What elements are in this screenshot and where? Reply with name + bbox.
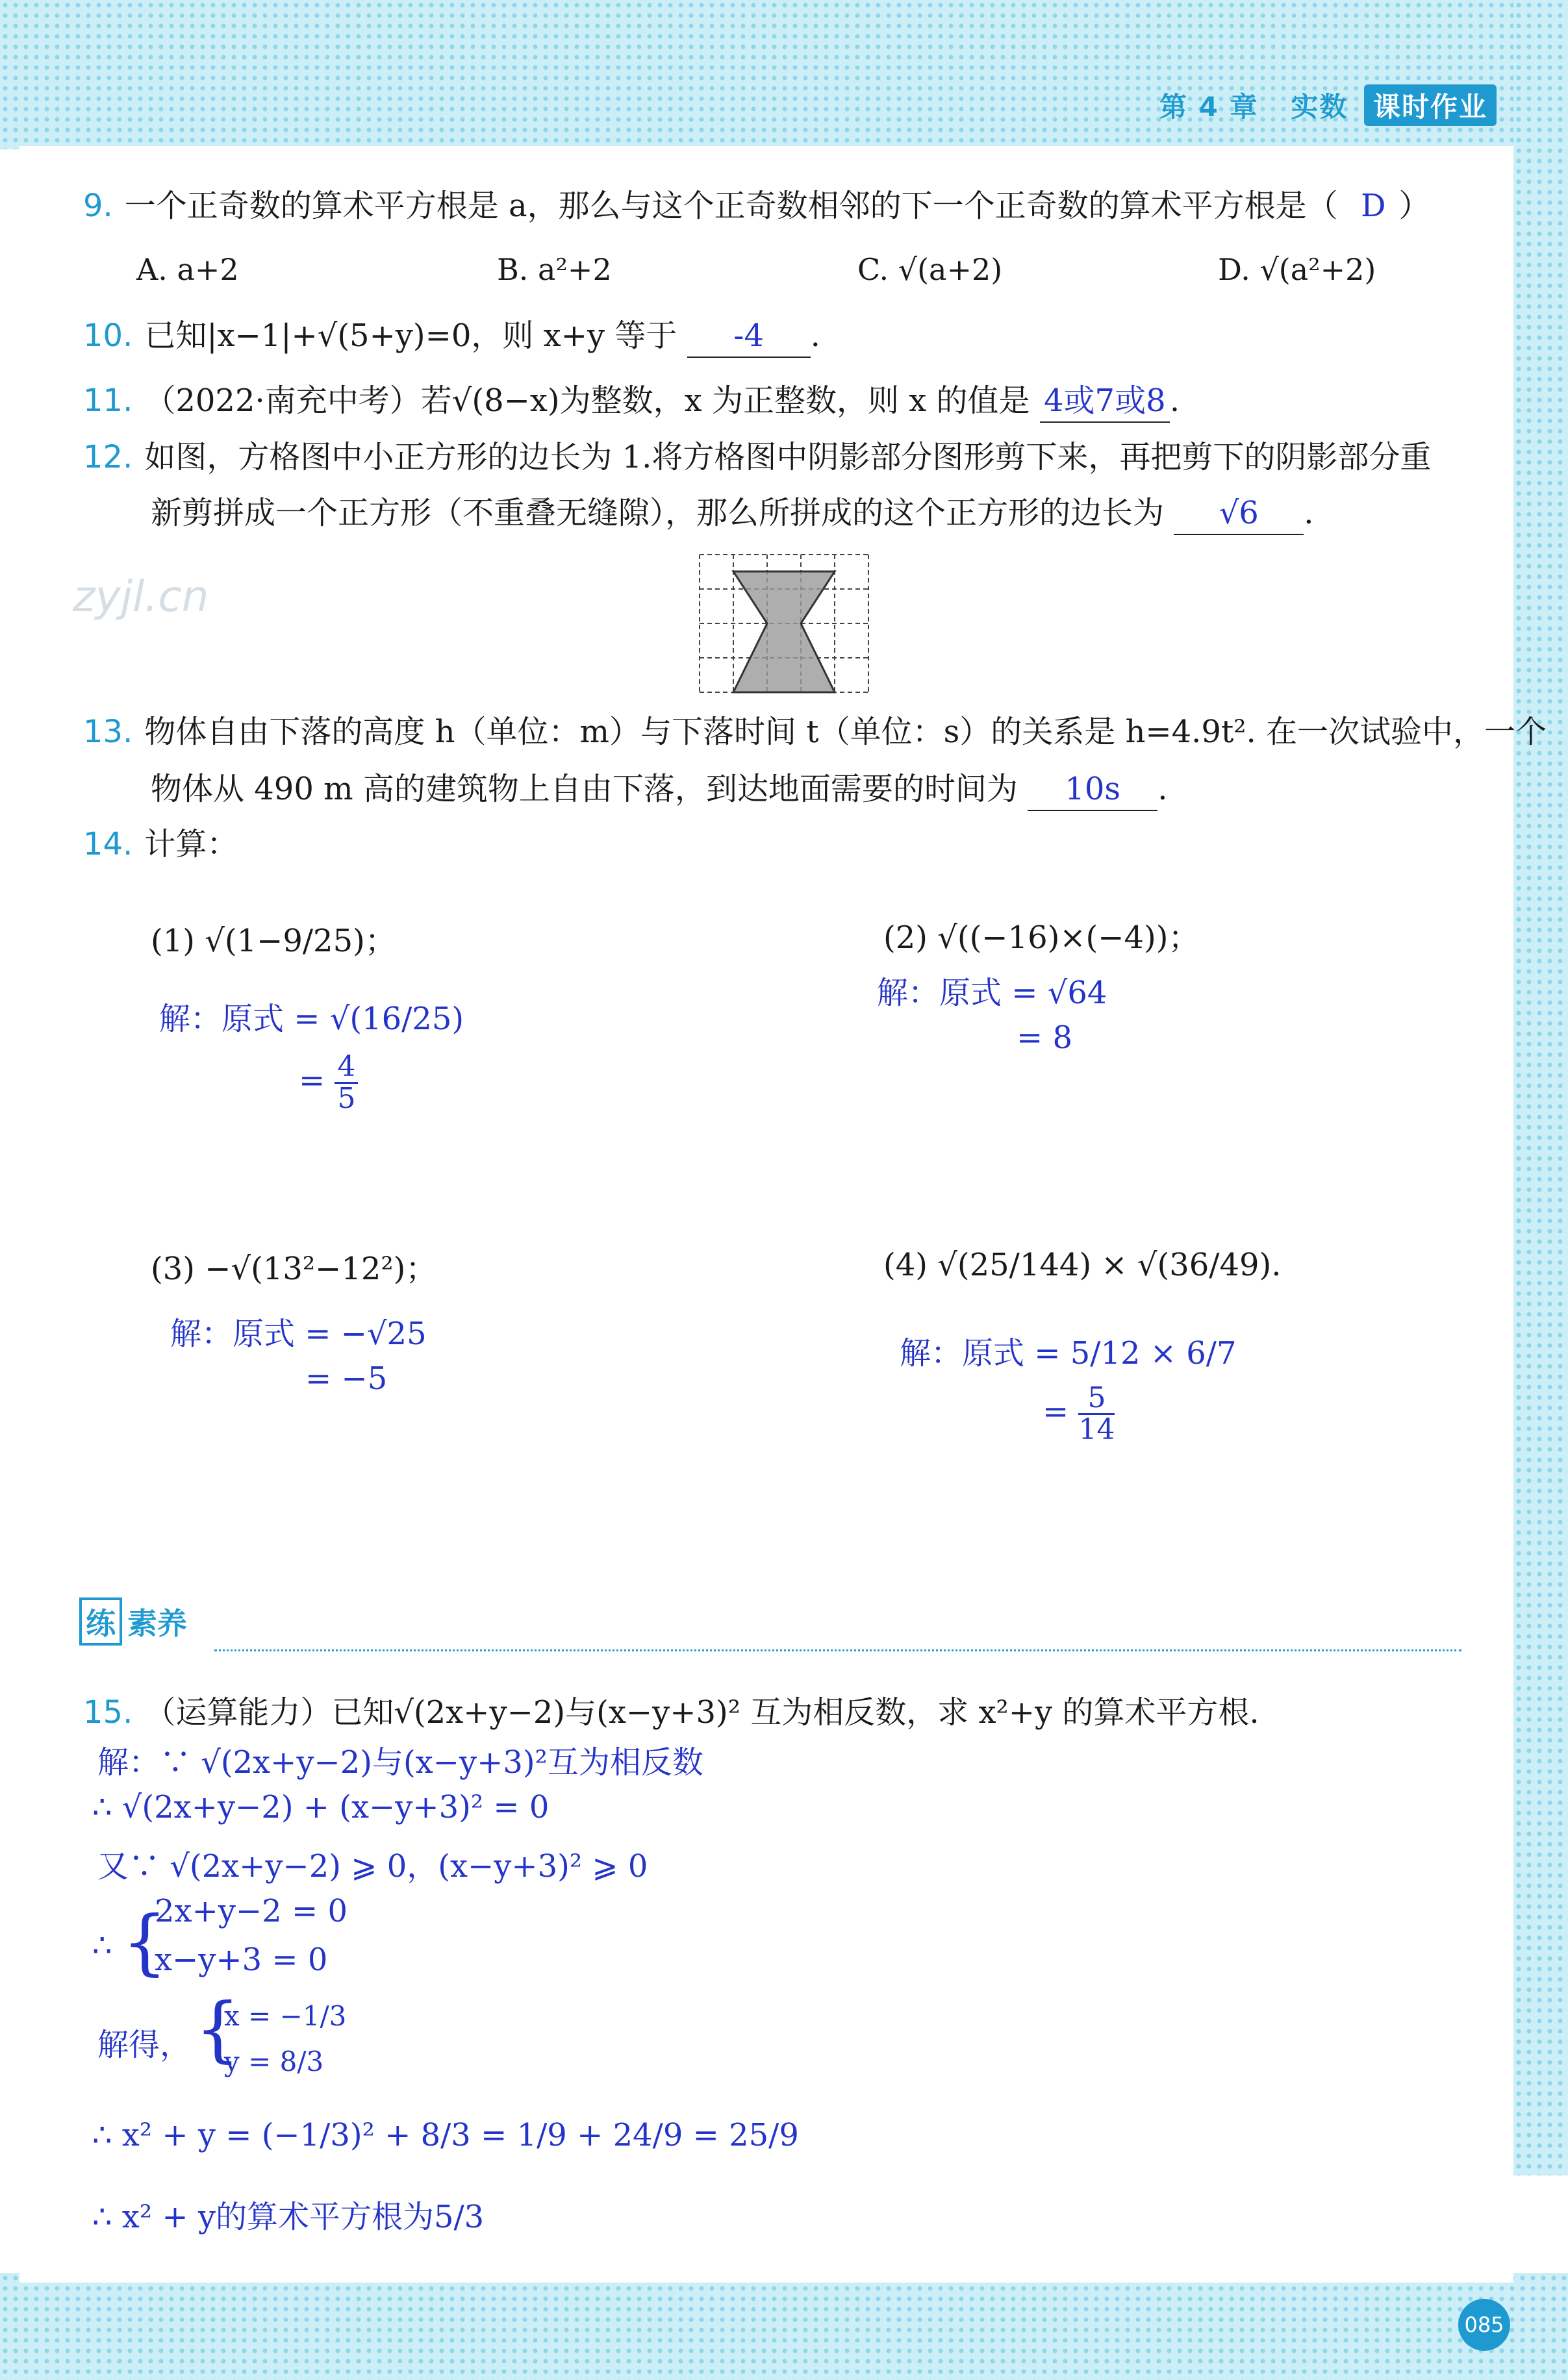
q15-solution-line7: ∴ x² + y = (−1/3)² + 8/3 = 1/9 + 24/9 = 25/9 [92, 2117, 799, 2153]
q15-solved-label: 解得， [97, 2027, 192, 2063]
shaded-region [733, 571, 835, 692]
bracket-close: ） [1398, 188, 1430, 224]
numerator: 4 [335, 1052, 358, 1084]
q15-solution-line1: 解：∵ √(2x+y−2)与(x−y+3)²互为相反数 [97, 1744, 703, 1781]
part-2 [883, 912, 1200, 957]
question-15 [83, 1692, 1259, 1733]
question-13-line1 [83, 711, 1547, 753]
practice-icon: 练 [79, 1597, 122, 1646]
denominator: 5 [337, 1082, 356, 1116]
q15-solution-line8: ∴ x² + y的算术平方根为5/3 [92, 2199, 485, 2235]
question-text: 新剪拼成一个正方形（不重叠无缝隙），那么所拼成的这个正方形的边长为 [151, 495, 1165, 531]
part-expression: √(1−9/25)； [205, 923, 396, 959]
chapter-label: 第 4 章 [1159, 91, 1259, 123]
question-number: 11. [83, 382, 133, 419]
question-10 [83, 315, 820, 358]
part-1-solution-line1: 解：原式 = √(16/25) [159, 1001, 464, 1037]
part-expression: −√(13²−12²)； [205, 1251, 437, 1287]
right-dot-band [1513, 0, 1568, 2175]
question-text: 已知|x−1|+√(5+y)=0，则 x+y 等于 [144, 318, 677, 354]
question-14 [83, 823, 238, 865]
q15-system-eq1: 2x+y−2 = 0 [155, 1893, 348, 1929]
bottom-dot-band [0, 2273, 1568, 2380]
question-text: 物体从 490 m 高的建筑物上自由下落，到达地面需要的时间为 [151, 771, 1018, 807]
section-title: 素养 [127, 1606, 187, 1641]
part-expression: √(25/144) × √(36/49). [937, 1247, 1282, 1283]
q15-x-value: x = −1/3 [224, 2000, 347, 2032]
question-text: 如图，方格图中小正方形的边长为 1.将方格图中阴影部分图形剪下来，再把剪下的阴影部分重 [144, 439, 1432, 475]
equals-sign: = [299, 1062, 325, 1099]
part-2-solution-line2: = 8 [1017, 1020, 1073, 1056]
period: . [1169, 382, 1180, 419]
option-c: C. √(a+2) [857, 252, 1003, 287]
question-number: 12. [83, 439, 133, 475]
section-header [79, 1597, 187, 1646]
denominator: 14 [1078, 1413, 1115, 1447]
period: . [810, 318, 820, 354]
question-number: 14. [83, 826, 133, 862]
watermark: zyjl.cn [73, 571, 209, 621]
page-header [1159, 84, 1497, 126]
equals-sign: = [1043, 1394, 1069, 1431]
period: . [1157, 771, 1168, 807]
part-3 [151, 1244, 436, 1288]
q15-system-brace: ∴ { [92, 1900, 168, 1983]
question-12-line1 [83, 436, 1431, 478]
question-13-line2 [151, 768, 1167, 811]
subject-label: 实数 [1291, 91, 1348, 123]
section-divider [214, 1649, 1461, 1651]
answer-blank: -4 [687, 315, 811, 358]
question-number: 10. [83, 318, 133, 354]
numerator: 5 [1078, 1383, 1115, 1415]
option-b: B. a²+2 [497, 252, 612, 287]
part-4 [883, 1247, 1282, 1283]
answer-blank: 10s [1028, 768, 1157, 811]
question-11 [83, 380, 1180, 423]
brand-logo: 课时作业 [1364, 84, 1497, 126]
period: . [1304, 495, 1314, 531]
part-4-solution-line1: 解：原式 = 5/12 × 6/7 [900, 1335, 1237, 1372]
part-label: (1) [151, 923, 195, 959]
part-3-solution-line1: 解：原式 = −√25 [170, 1316, 427, 1352]
q15-solution-line3: 又∵ √(2x+y−2) ⩾ 0，(x−y+3)² ⩾ 0 [97, 1848, 648, 1885]
q15-solution-brace: { [195, 1987, 240, 2070]
question-number: 13. [83, 714, 133, 750]
part-expression: √((−16)×(−4))； [937, 920, 1200, 956]
question-text: 物体自由下落的高度 h（单位：m）与下落时间 t（单位：s）的关系是 h=4.9t². 在一次试验中，一个 [144, 714, 1547, 750]
part-1 [151, 916, 396, 960]
answer-blank: 4或7或8 [1040, 380, 1170, 423]
part-label: (2) [883, 920, 928, 956]
grid-figure [698, 553, 870, 696]
option-d: D. √(a²+2) [1218, 252, 1376, 287]
part-4-solution-line2 [1043, 1383, 1115, 1445]
q15-solution-line2: ∴ √(2x+y−2) + (x−y+3)² = 0 [92, 1789, 550, 1825]
part-label: (4) [883, 1247, 928, 1283]
question-12-line2 [151, 492, 1314, 535]
question-text: （2022·南充中考）若√(8−x)为整数，x 为正整数，则 x 的值是 [144, 382, 1030, 419]
part-1-solution-line2 [299, 1052, 358, 1114]
q15-y-value: y = 8/3 [224, 2046, 324, 2077]
part-label: (3) [151, 1251, 195, 1287]
question-text: 一个正奇数的算术平方根是 a，那么与这个正奇数相邻的下一个正奇数的算术平方根是（ [124, 188, 1338, 224]
part-2-solution-line1: 解：原式 = √64 [877, 975, 1107, 1011]
answer-blank: √6 [1174, 492, 1304, 535]
answer-choice: D [1360, 188, 1386, 224]
question-number: 9. [83, 188, 113, 224]
question-text: 计算： [144, 826, 238, 862]
q15-system-eq2: x−y+3 = 0 [155, 1942, 328, 1978]
question-number: 15. [83, 1694, 133, 1731]
page-number: 085 [1458, 2299, 1510, 2351]
part-3-solution-line2: = −5 [305, 1360, 388, 1397]
top-dot-band [0, 0, 1568, 149]
question-text: （运算能力）已知√(2x+y−2)与(x−y+3)² 互为相反数，求 x²+y 的算术平方根. [144, 1694, 1259, 1731]
question-9 [83, 185, 1430, 227]
option-a: A. a+2 [136, 252, 239, 287]
